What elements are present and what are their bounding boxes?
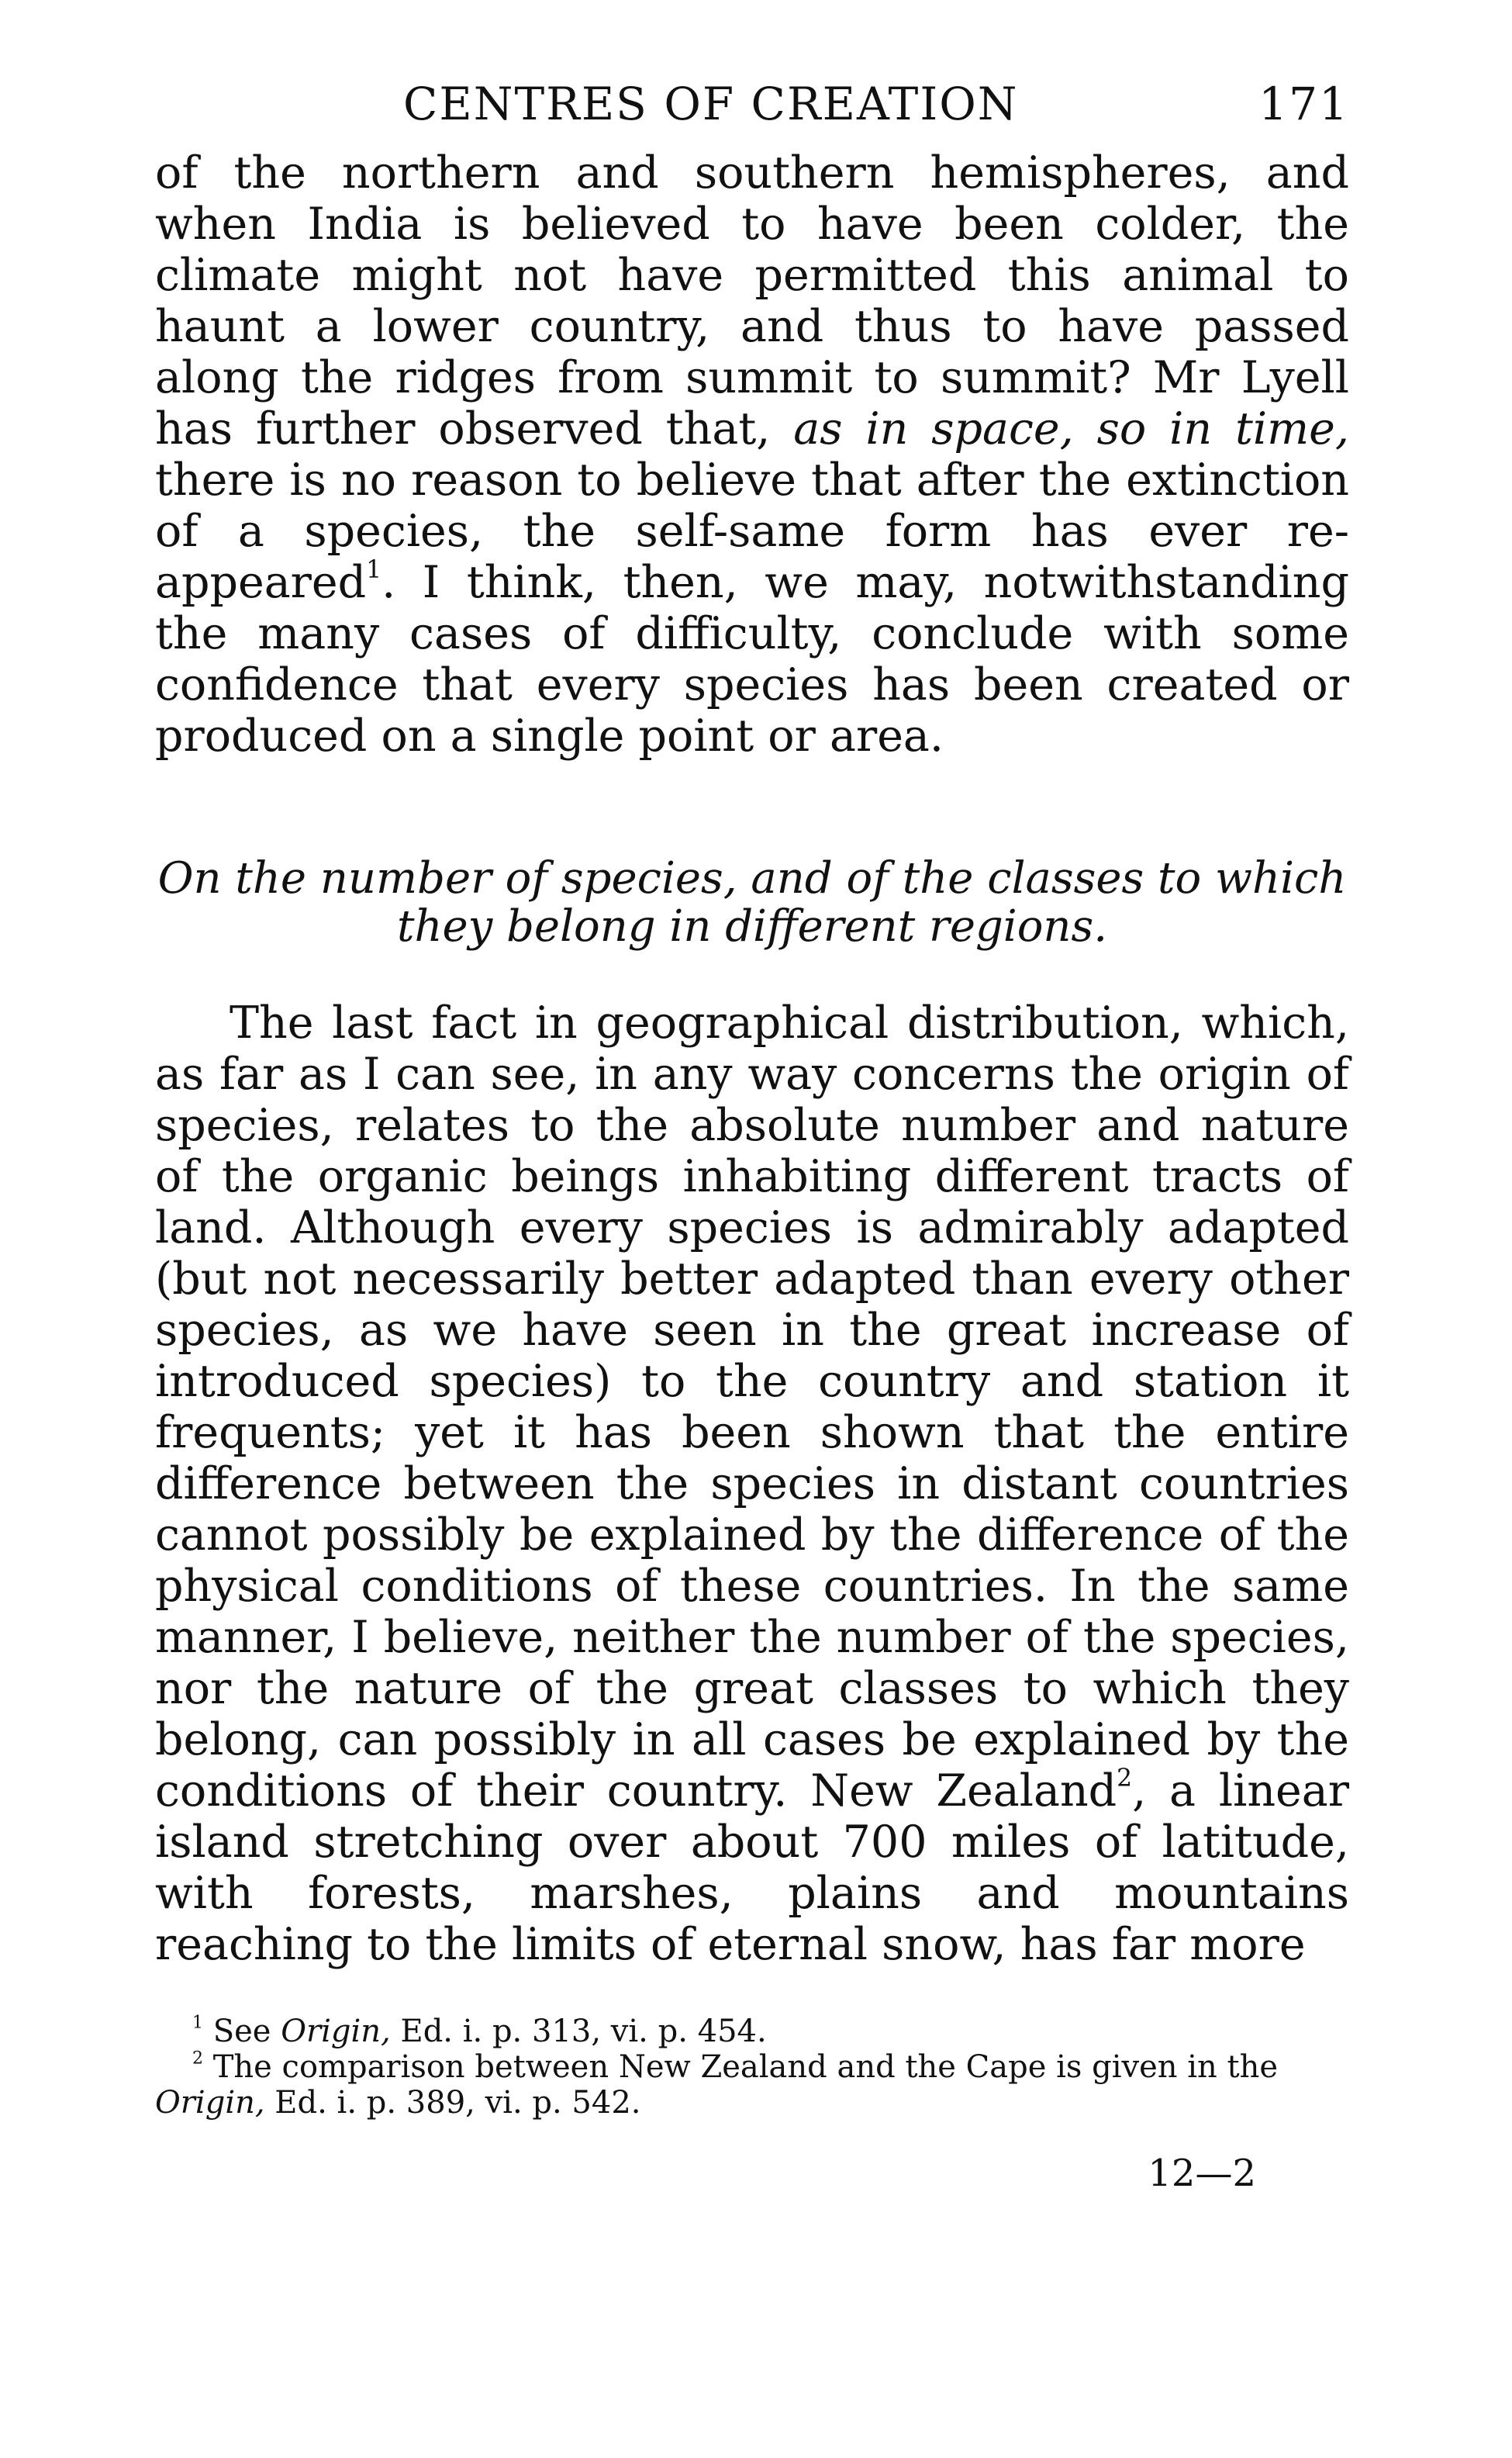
footnote-2 — [155, 2049, 1349, 2121]
footnote-1-mark: 1 — [192, 2013, 203, 2033]
page-number: 171 — [1258, 78, 1349, 130]
footnote-2-italic: Origin, — [155, 2085, 265, 2121]
paragraph-1-text-a: of the northern and southern hemispheres, and when India is believed to have been colder, the climate might not have permitted this animal to haunt a lower country, and thus to have passed along the ridges from summit to summit? Mr Lyell has further observed that, — [155, 147, 1349, 455]
page-header — [155, 78, 1349, 147]
footnote-2-pre: The comparison between New Zealand and the Cape is given in the — [203, 2049, 1279, 2085]
paragraph-2-text-b: , a linear island stretching over about 700 miles of latitude, with forests, marshes, plains and mountains reaching to the limits of eternal snow, has far more — [155, 1765, 1349, 1970]
section-heading-line-1: On the number of species, and of the classes to which — [157, 853, 1347, 904]
footnote-ref-1[interactable]: 1 — [366, 555, 382, 584]
paragraph-1 — [155, 147, 1349, 762]
footnote-ref-2[interactable]: 2 — [1117, 1764, 1133, 1793]
footnote-1-pre: See — [203, 2014, 281, 2049]
paragraph-2-text-a: The last fact in geographical distribution, which, as far as I can see, in any way concerns the origin of species, relates to the absolute number and nature of the organic beings inhabiting different tracts of land. Although every species is admirably adapted (but not necessarily better adapted than every other species, as we have seen in the great increase of introduced species) to the country and station it frequents; yet it has been shown that the entire difference between the species in distant countries cannot possibly be explained by the difference of the physical conditions of these countries. In the same manner, I believe, neither the number of the species, nor the nature of the great classes to which they belong, can possibly in all cases be explained by the conditions of their country. New Zealand — [155, 997, 1349, 1817]
footnote-2-post: Ed. i. p. 389, vi. p. 542. — [264, 2085, 641, 2121]
paragraph-1-text-b: there is no reason to believe that after the extinction of a species, the self-same form has ever re-appeared — [155, 455, 1349, 608]
footnote-1-italic: Origin, — [281, 2014, 391, 2049]
footnote-1-post: Ed. i. p. 313, vi. p. 454. — [390, 2014, 767, 2049]
footnote-1 — [155, 2014, 1349, 2049]
section-heading — [155, 855, 1349, 951]
paragraph-2 — [155, 997, 1349, 1970]
running-title: CENTRES OF CREATION — [403, 78, 1019, 130]
signature-mark: 12—2 — [1148, 2152, 1256, 2195]
footnote-2-mark: 2 — [192, 2048, 203, 2069]
footnotes — [155, 2014, 1349, 2121]
book-page — [155, 78, 1349, 2195]
paragraph-1-italic: as in space, so in time, — [793, 403, 1349, 455]
paragraph-1-text-c: . I think, then, we may, notwithstanding the many cases of difficulty, conclude with some confidence that every species has been created or produced on a single point or area. — [155, 557, 1349, 762]
section-heading-line-2: they belong in different regions. — [396, 901, 1108, 952]
